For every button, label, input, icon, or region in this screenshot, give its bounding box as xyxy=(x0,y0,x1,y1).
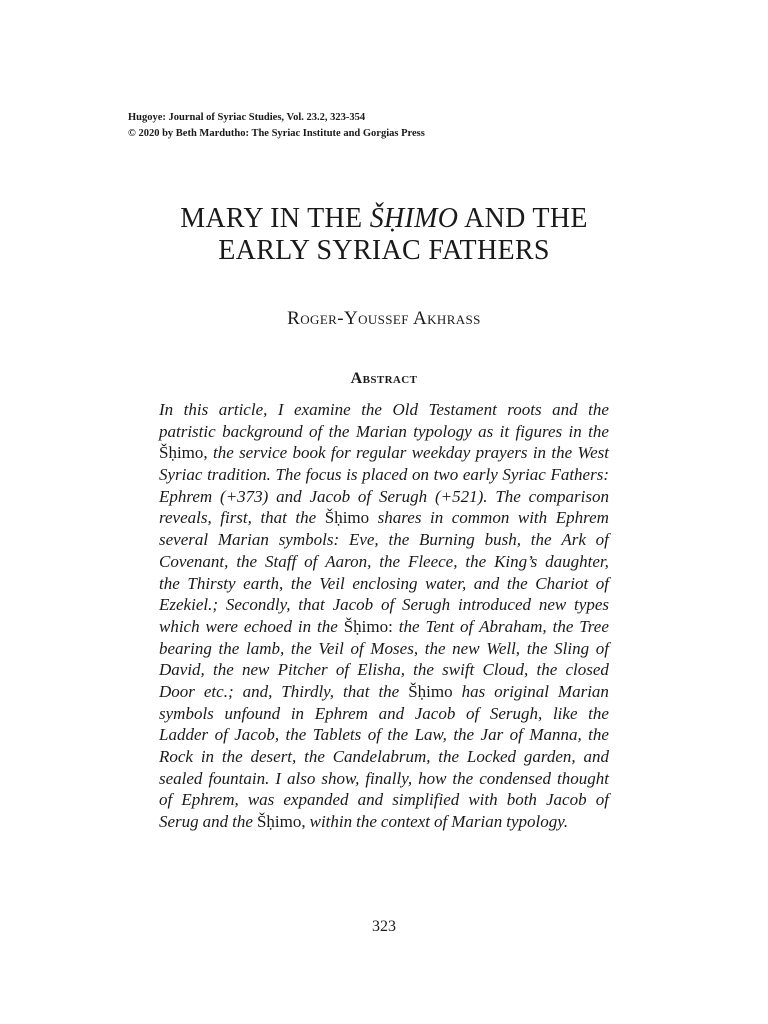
abstract-heading: Abstract xyxy=(350,370,418,387)
title-shimo-word: ŠḤIMO xyxy=(369,203,459,234)
abstract-line: sealed fountain. I also show, finally, how the condensed thought xyxy=(159,768,609,788)
abstract-line: David, the new Pitcher of Elisha, the swift Cloud, the closed xyxy=(159,660,609,680)
abstract-line: Covenant, the Staff of Aaron, the Fleece, the King’s daughter, xyxy=(159,551,609,571)
abstract-line: the Thirsty earth, the Veil enclosing water, and the Chariot of xyxy=(159,573,609,593)
abstract-line: Ephrem (+373) and Jacob of Serugh (+521). The comparison xyxy=(159,486,609,506)
title-line-1-start: MARY IN THE xyxy=(180,203,370,234)
article-title xyxy=(0,203,768,267)
abstract-line: Ladder of Jacob, the Tablets of the Law, the Jar of Manna, the xyxy=(159,725,609,745)
abstract-line: symbols unfound in Ephrem and Jacob of Serugh, like the xyxy=(159,703,609,723)
page-number: 323 xyxy=(372,918,396,935)
abstract-line: which were echoed in the Šḥimo: the Tent of Abraham, the Tree xyxy=(159,616,609,636)
abstract-line: reveals, first, that the Šḥimo shares in common with Ephrem xyxy=(159,508,609,528)
abstract-line: of Ephrem, was expanded and simplified with both Jacob of xyxy=(159,790,609,810)
journal-header xyxy=(128,110,425,142)
abstract-line: Serug and the Šḥimo, within the context of Marian typology. xyxy=(159,812,569,832)
abstract-line: Rock in the desert, the Candelabrum, the Locked garden, and xyxy=(159,747,609,766)
title-line-1 xyxy=(0,203,768,235)
title-line-2: EARLY SYRIAC FATHERS xyxy=(218,235,550,266)
abstract-line: several Marian symbols: Eve, the Burning bush, the Ark of xyxy=(159,530,609,550)
abstract-line: Syriac tradition. The focus is placed on two early Syriac Fathers: xyxy=(159,465,609,485)
abstract-line: bearing the lamb, the Veil of Moses, the new Well, the Sling of xyxy=(159,638,609,658)
author-name: Roger-Youssef Akhrass xyxy=(287,308,481,329)
abstract-line: In this article, I examine the Old Testament roots and the xyxy=(159,400,609,419)
copyright-notice: © 2020 by Beth Mardutho: The Syriac Institute and Gorgias Press xyxy=(128,128,425,139)
title-line-1-end: AND THE xyxy=(458,203,588,234)
abstract-body xyxy=(159,399,609,833)
abstract-line: Ezekiel.; Secondly, that Jacob of Serugh introduced new types xyxy=(159,595,609,615)
journal-citation: Hugoye: Journal of Syriac Studies, Vol. 23.2, 323-354 xyxy=(128,112,366,123)
abstract-line: Door etc.; and, Thirdly, that the Šḥimo has original Marian xyxy=(159,681,609,701)
abstract-line: Šḥimo, the service book for regular weekday prayers in the West xyxy=(159,443,609,463)
abstract-line: patristic background of the Marian typology as it figures in the xyxy=(159,421,609,441)
